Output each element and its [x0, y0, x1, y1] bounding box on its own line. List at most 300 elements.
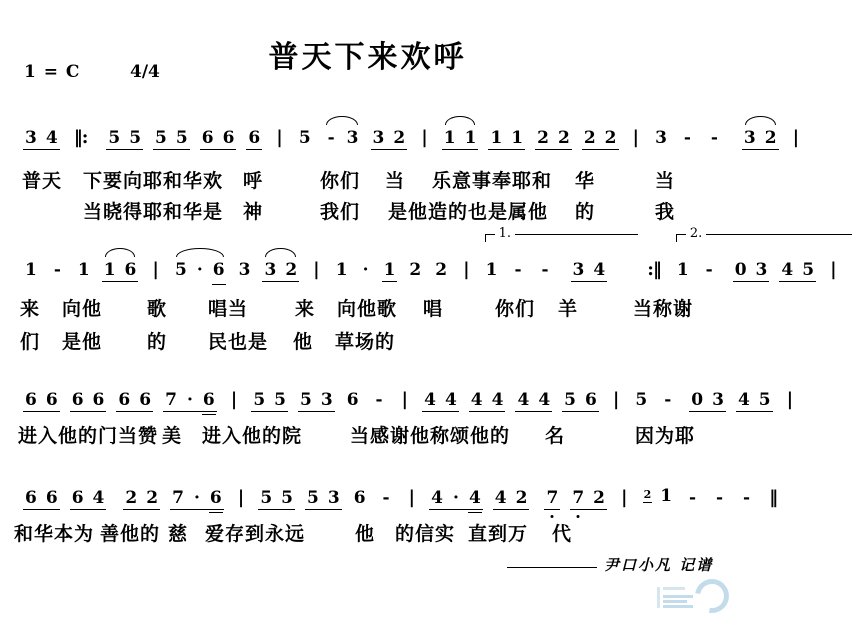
lyric-segment: 们	[20, 331, 41, 353]
note-group-row	[237, 262, 253, 282]
note: 4	[470, 390, 483, 410]
note: 6	[71, 488, 84, 508]
song-title: 普天下来欢呼	[268, 40, 467, 76]
note-group-row	[153, 130, 190, 150]
note-group	[488, 128, 525, 150]
note-group-row	[70, 490, 107, 510]
note-group-row	[23, 130, 60, 150]
augmentation-dot: ·	[196, 260, 203, 280]
note: 1	[383, 260, 396, 280]
note-group	[433, 260, 449, 282]
lyric-segment: 来	[20, 298, 41, 320]
note-group	[49, 260, 66, 282]
note: 4	[469, 490, 481, 507]
lyric-segment: 当称谢	[633, 298, 694, 320]
note: 2	[409, 260, 422, 280]
note: 2	[537, 128, 549, 148]
note-group-row	[116, 392, 153, 412]
note-group-row	[246, 130, 262, 150]
lyric-segment: 代	[552, 523, 573, 545]
note-group-row	[779, 262, 816, 282]
low-octave-dot	[551, 515, 554, 518]
note: 6	[139, 390, 152, 410]
lyric-segment: 因为耶	[635, 425, 696, 447]
note-group	[116, 390, 153, 412]
duration-dash: -	[664, 390, 672, 410]
lyric-segment: 当晓得耶和华是	[83, 201, 224, 223]
barline: |	[792, 127, 800, 148]
note: 5	[307, 488, 319, 508]
lyric-segment: 爱存到永远	[205, 523, 306, 545]
note-group	[653, 128, 669, 150]
note-group-row	[742, 130, 779, 150]
note: 3	[25, 128, 37, 148]
barline: |	[612, 389, 620, 410]
note-group	[582, 128, 619, 150]
note-group	[153, 128, 190, 150]
note-group-row	[382, 262, 398, 282]
note-group-row	[23, 262, 39, 282]
note: 7	[172, 488, 184, 508]
note: 5	[260, 488, 273, 508]
lyric-segment: 草场的	[335, 331, 396, 353]
note: 5	[274, 390, 286, 410]
duration-dash: -	[689, 488, 697, 508]
note-group-row	[711, 490, 728, 510]
barline: |	[408, 487, 416, 508]
sixteenth-underline	[212, 284, 226, 285]
note-group-row	[515, 392, 552, 412]
slurred-note-group	[742, 128, 779, 150]
note-group-row	[334, 262, 350, 282]
note-group-row	[706, 130, 723, 150]
barline: |	[230, 389, 238, 410]
note-group-row	[510, 262, 527, 282]
sixteenth-underline	[202, 414, 216, 415]
music-line	[18, 389, 794, 412]
lyric-segment: 唱当	[208, 298, 249, 320]
note-group-row	[535, 130, 572, 150]
note-group	[779, 260, 816, 282]
sixteenth-underline	[209, 512, 223, 513]
duration-dash: -	[743, 488, 751, 508]
note: 6	[71, 390, 84, 410]
note-group-row	[305, 490, 342, 510]
note: 6	[45, 488, 58, 508]
note: 1	[490, 128, 503, 148]
note: 4	[444, 390, 457, 410]
note: 4	[431, 488, 443, 508]
note-group	[469, 390, 506, 412]
note: 6	[25, 488, 37, 508]
note: 6	[124, 260, 137, 280]
note-group	[360, 260, 372, 282]
lyric-segment: 善他的	[100, 523, 161, 545]
note-group	[679, 128, 696, 150]
note: 6	[210, 490, 222, 507]
duration-dash: -	[327, 128, 335, 148]
lyric-segment: 你们	[495, 298, 536, 320]
note: 1	[443, 128, 456, 148]
duration-dash: -	[710, 128, 718, 148]
note-group	[345, 390, 361, 412]
note-group	[23, 488, 60, 510]
note: 1	[485, 260, 498, 280]
lyric-segment: 直到万	[468, 523, 529, 545]
note-group-row	[251, 392, 288, 412]
lyric-segment: 普天	[22, 170, 63, 192]
barline: |	[830, 259, 837, 280]
note-group	[484, 260, 500, 282]
duration-dash: -	[716, 488, 724, 508]
note-group-row	[469, 392, 506, 412]
watermark-textline	[663, 600, 687, 603]
key-signature: 1 = C	[24, 62, 81, 82]
watermark-mark	[657, 587, 660, 608]
volta-label: 1.	[495, 227, 515, 241]
barline: |	[421, 127, 428, 148]
note-group	[429, 488, 483, 510]
note: 4	[781, 260, 794, 280]
sixteenth-underline	[643, 502, 653, 503]
note: 6	[222, 128, 235, 148]
note-group-row	[23, 490, 60, 510]
note-group-row	[70, 392, 107, 412]
note-group	[163, 390, 217, 412]
note: 2	[604, 128, 617, 148]
augmentation-dot: ·	[193, 488, 200, 508]
lyric-segment: 名	[545, 425, 566, 447]
note-group	[106, 128, 143, 150]
note: 2	[285, 260, 298, 280]
duration-dash: -	[382, 488, 390, 508]
final-barline: ‖	[769, 487, 779, 508]
note-group-row	[736, 392, 773, 412]
note: 5	[298, 128, 311, 148]
note: 5	[564, 390, 576, 410]
note: 4	[737, 390, 750, 410]
lyric-segment: 的	[575, 201, 596, 223]
note-group	[515, 390, 552, 412]
note-group-row	[371, 130, 408, 150]
barline: |	[632, 127, 640, 148]
note: 5	[253, 390, 266, 410]
note-group	[237, 260, 253, 282]
note: 2	[435, 260, 448, 280]
note-group	[407, 260, 423, 282]
note: 2	[146, 488, 159, 508]
note-group-row	[345, 392, 361, 412]
note-group	[371, 128, 408, 150]
time-signature: 4/4	[130, 62, 160, 82]
note: 2	[393, 128, 406, 148]
note-group	[659, 390, 676, 412]
note: 2	[583, 128, 596, 148]
volta-label: 2.	[686, 227, 706, 241]
note-group	[298, 390, 335, 412]
note-group	[297, 128, 313, 150]
site-watermark-logo	[649, 579, 731, 613]
transcriber-credit: 尹口小凡 记谱	[604, 556, 714, 574]
barline: |	[786, 389, 794, 410]
note-group-row	[562, 392, 599, 412]
note-group	[738, 488, 755, 510]
note-group	[537, 260, 554, 282]
note: 5	[281, 488, 293, 508]
note-group-row	[442, 130, 479, 150]
note: 6	[203, 392, 215, 409]
note-group	[378, 488, 395, 510]
note: 6	[248, 128, 261, 148]
note: 1	[103, 260, 116, 280]
barline: |	[621, 487, 628, 508]
note: 4	[538, 390, 551, 410]
note: 4	[593, 260, 606, 280]
watermark-textline	[663, 595, 693, 598]
note: 3	[238, 260, 251, 280]
note: 6	[118, 390, 131, 410]
note-group-row	[544, 490, 560, 510]
note: 3	[572, 260, 585, 280]
note-group-row	[106, 130, 143, 150]
slurred-note-group	[262, 260, 299, 282]
note: 3	[320, 390, 333, 410]
note: 6	[92, 390, 105, 410]
note-group	[736, 390, 773, 412]
augmentation-dot: ·	[186, 390, 193, 410]
lyric-segment: 民也是	[208, 331, 269, 353]
note: 5	[635, 390, 648, 410]
note: 3	[327, 488, 340, 508]
note: 6	[213, 262, 225, 279]
note: 7	[546, 490, 558, 507]
note-group	[422, 390, 459, 412]
note: 1	[511, 128, 524, 148]
augmentation-dot: ·	[452, 488, 459, 508]
slurred-note-group	[102, 260, 139, 282]
duration-dash: -	[541, 260, 549, 280]
note: 5	[129, 128, 142, 148]
note: 6	[585, 390, 597, 410]
note: 5	[155, 128, 167, 148]
note-group-row	[422, 392, 459, 412]
note: 6	[353, 488, 366, 508]
note-group	[23, 260, 39, 282]
note-group	[70, 390, 107, 412]
volta-bracket-2	[670, 226, 852, 282]
note-group-row	[433, 262, 449, 282]
credit-rule-line	[507, 567, 597, 568]
lyric-segment: 当	[655, 170, 676, 192]
note-group-row	[493, 490, 530, 510]
note: 2	[764, 128, 777, 148]
note-group-row	[298, 392, 335, 412]
note: 5	[175, 128, 188, 148]
slurred-note-group	[323, 128, 361, 150]
note-group-row	[537, 262, 554, 282]
note-group-row	[200, 130, 237, 150]
lyric-segment: 慈	[168, 523, 189, 545]
note-group	[70, 488, 107, 510]
augmentation-dot: ·	[362, 260, 369, 280]
note: 4	[494, 488, 507, 508]
note: 2	[125, 488, 138, 508]
note: 2	[515, 488, 528, 508]
note: 4	[92, 488, 105, 508]
note: 6	[346, 390, 359, 410]
note-group	[711, 488, 728, 510]
note: 4	[424, 390, 436, 410]
note: 4	[491, 390, 504, 410]
note: 6	[25, 390, 37, 410]
note-group	[334, 260, 350, 282]
grace-note: 2	[643, 488, 652, 501]
lyric-segment: 当感谢他称颂他的	[350, 425, 511, 447]
note-group	[706, 128, 723, 150]
barline: |	[401, 389, 409, 410]
lyric-segment: 是他造的也是属他	[388, 201, 549, 223]
lyric-segment: 美	[162, 425, 183, 447]
note-group-row	[659, 392, 676, 412]
duration-dash: -	[53, 260, 61, 280]
note-group	[535, 128, 572, 150]
note: 7	[165, 390, 177, 410]
lyric-segment: 和华本为	[14, 523, 95, 545]
note-group	[733, 260, 770, 282]
note-group-row	[689, 392, 726, 412]
note: 1	[335, 260, 348, 280]
note-group-row	[675, 262, 691, 282]
note-group	[689, 390, 726, 412]
note-group	[544, 488, 560, 510]
lyric-segment: 羊	[558, 298, 579, 320]
note-group-row	[173, 262, 227, 282]
note-group	[571, 260, 608, 282]
note-group-row	[123, 490, 160, 510]
lyric-segment: 是他	[62, 331, 103, 353]
note-group-row	[738, 490, 755, 510]
note-group	[23, 390, 60, 412]
note: 3	[655, 128, 667, 148]
lyric-segment: 向他歌	[337, 298, 398, 320]
barline: |	[152, 259, 159, 280]
lyric-segment: 呼	[243, 170, 264, 192]
note-group	[684, 488, 701, 510]
note-group-row	[684, 490, 701, 510]
note-group-row	[163, 392, 217, 412]
note: 3	[346, 128, 359, 148]
note: 4	[517, 390, 530, 410]
barline: |	[313, 259, 320, 280]
note-group	[352, 488, 368, 510]
note: 1	[464, 128, 477, 148]
note-group-row	[429, 490, 483, 510]
duration-dash: -	[375, 390, 383, 410]
lyric-segment: 歌	[147, 298, 168, 320]
note-group	[200, 128, 237, 150]
note: 6	[45, 390, 58, 410]
lyric-segment: 他	[293, 331, 314, 353]
watermark-swoosh-icon	[688, 572, 735, 619]
note: 1	[77, 260, 90, 280]
note-group	[170, 488, 224, 510]
lyric-segment: 我们	[320, 201, 361, 223]
barline: |	[276, 127, 283, 148]
note-group-row	[102, 262, 139, 282]
note: 5	[758, 390, 771, 410]
lyric-segment: 我	[655, 201, 676, 223]
note: 1	[660, 486, 673, 506]
note-group-row	[733, 262, 770, 282]
note: 1	[25, 260, 37, 280]
note-group-row	[633, 392, 649, 412]
note-group-row	[378, 490, 395, 510]
note-group-row	[570, 490, 607, 510]
note: 3	[372, 128, 385, 148]
note-group	[251, 390, 288, 412]
volta-bracket-1	[479, 226, 639, 282]
repeat-begin-sign: ‖:	[73, 127, 88, 148]
note-group	[562, 390, 599, 412]
note-group-row	[407, 262, 423, 282]
note-group	[246, 128, 262, 150]
note-group	[642, 488, 675, 508]
note-group-row	[352, 490, 368, 510]
note: 2	[557, 128, 570, 148]
note-group	[570, 488, 607, 510]
note-group-row	[371, 392, 388, 412]
note-group	[371, 390, 388, 412]
note: 1	[676, 260, 689, 280]
note-group-row	[653, 130, 669, 150]
note: 6	[201, 128, 214, 148]
repeat-end-sign: :‖	[647, 259, 661, 280]
music-line	[18, 127, 800, 150]
lyric-segment: 向他	[62, 298, 103, 320]
note-group	[493, 488, 530, 510]
note-group	[123, 488, 160, 510]
note: 3	[712, 390, 724, 410]
slurred-note-group	[173, 260, 227, 282]
note-group	[76, 260, 92, 282]
note-group-row	[582, 130, 619, 150]
lyric-segment: 唱	[423, 298, 444, 320]
lyric-segment: 的信实	[395, 523, 456, 545]
note-group	[305, 488, 342, 510]
note: 3	[264, 260, 277, 280]
note-group	[675, 260, 691, 282]
note: 5	[300, 390, 312, 410]
note-group-row	[484, 262, 500, 282]
note-group-row	[701, 262, 718, 282]
note: 5	[108, 128, 121, 148]
note: 7	[572, 490, 584, 507]
note: 2	[593, 488, 605, 508]
watermark-textline	[663, 605, 693, 608]
note-group	[701, 260, 718, 282]
lyric-segment: 当	[385, 170, 406, 192]
duration-dash: -	[683, 128, 691, 148]
note-group-row	[679, 130, 696, 150]
note-group-row	[488, 130, 525, 150]
note-group-row	[323, 130, 361, 150]
note: 5	[802, 260, 815, 280]
low-octave-dot	[577, 515, 580, 518]
note-group	[633, 390, 649, 412]
note-group	[510, 260, 527, 282]
music-line	[18, 486, 779, 510]
note-group-row	[571, 262, 608, 282]
